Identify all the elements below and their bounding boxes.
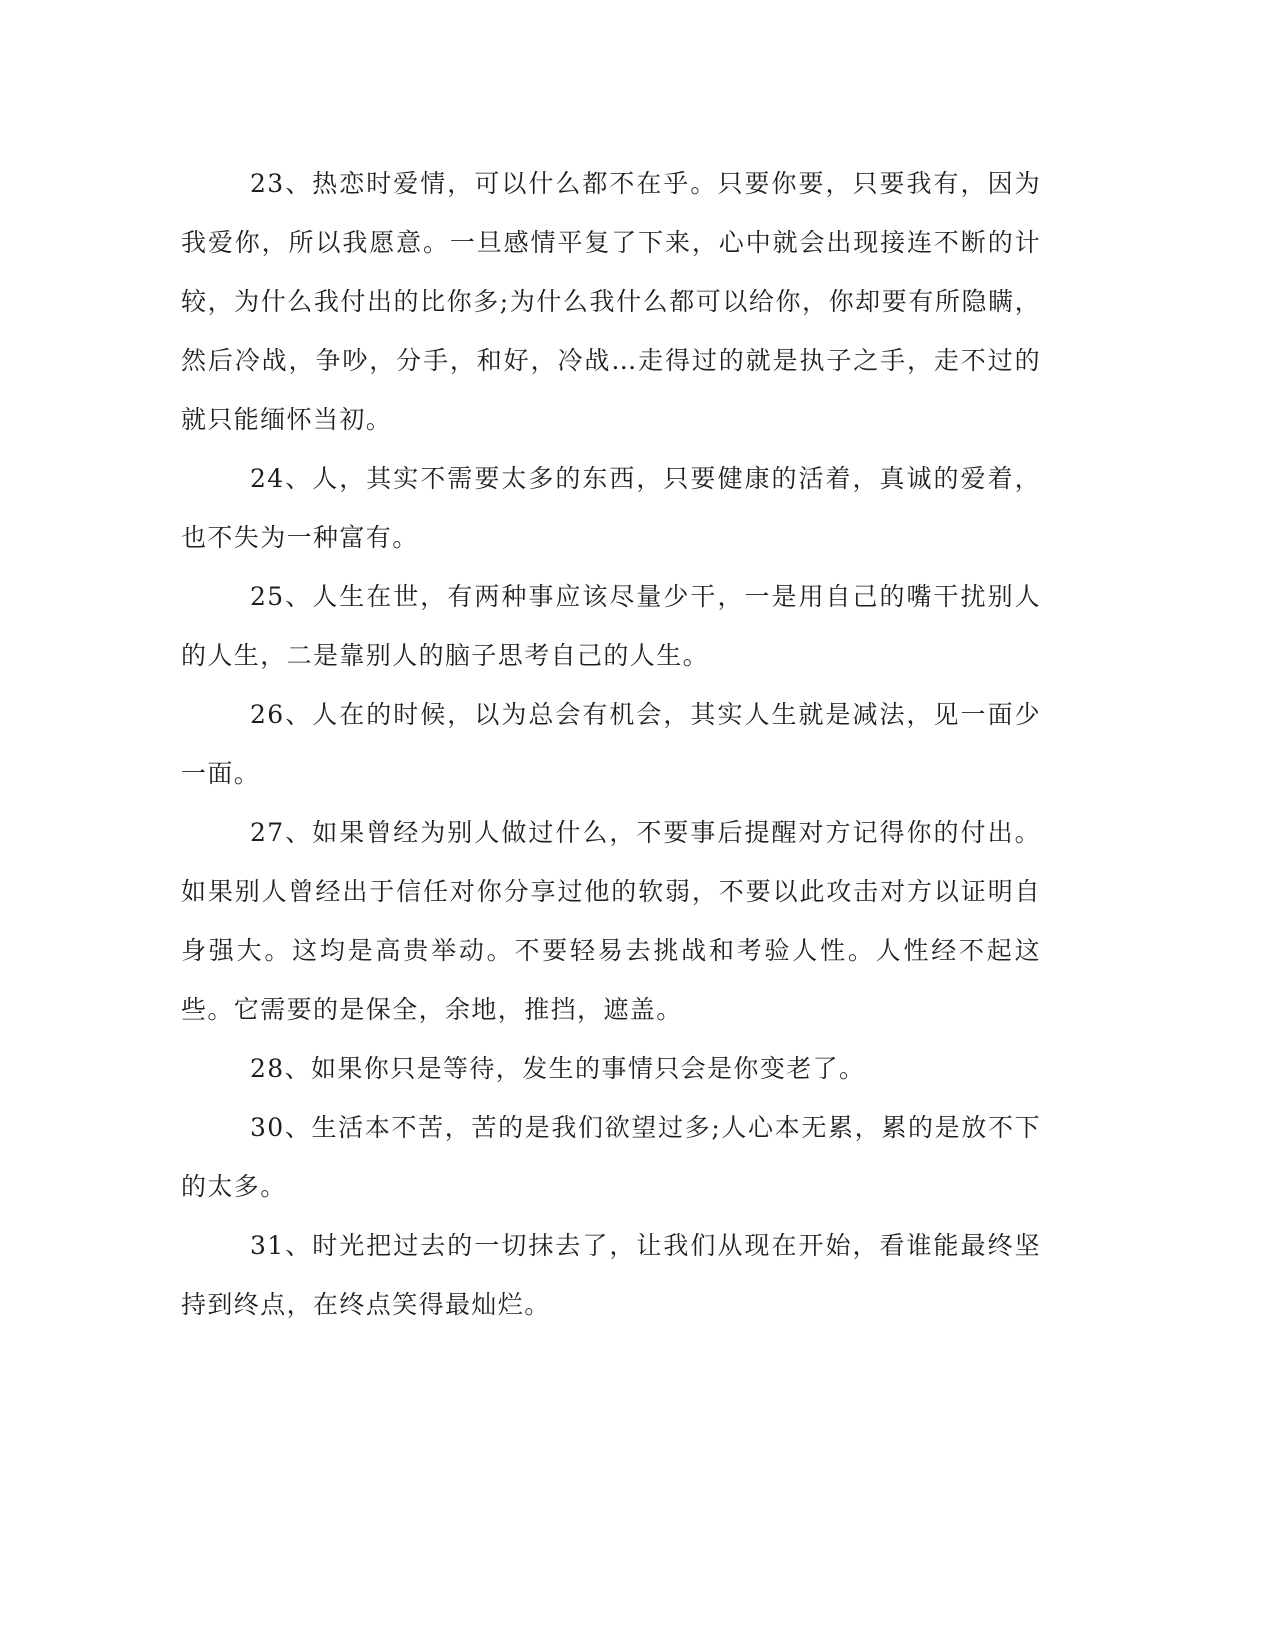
paragraph-27: 27、如果曾经为别人做过什么，不要事后提醒对方记得你的付出。如果别人曾经出于信任对你分享过他的软弱，不要以此攻击对方以证明自身强大。这均是高贵举动。不要轻易去挑战和考验人性。人性经不起这些。它需要的是保全，余地，推挡，遮盖。 xyxy=(181,818,1041,1024)
paragraph-30: 30、生活本不苦，苦的是我们欲望过多;人心本无累，累的是放不下的太多。 xyxy=(181,1113,1041,1201)
paragraph-31: 31、时光把过去的一切抹去了，让我们从现在开始，看谁能最终坚持到终点，在终点笑得最灿烂。 xyxy=(181,1231,1041,1319)
paragraph-24: 24、人，其实不需要太多的东西，只要健康的活着，真诚的爱着，也不失为一种富有。 xyxy=(181,464,1041,552)
paragraph-23: 23、热恋时爱情，可以什么都不在乎。只要你要，只要我有，因为我爱你，所以我愿意。一旦感情平复了下来，心中就会出现接连不断的计较，为什么我付出的比你多;为什么我什么都可以给你，你却要有所隐瞒，然后冷战，争吵，分手，和好，冷战…走得过的就是执子之手，走不过的就只能缅怀当初。 xyxy=(181,169,1041,434)
paragraph-28: 28、如果你只是等待，发生的事情只会是你变老了。 xyxy=(250,1054,866,1083)
document-body xyxy=(181,154,1041,1334)
paragraph-25: 25、人生在世，有两种事应该尽量少干，一是用自己的嘴干扰别人的人生，二是靠别人的脑子思考自己的人生。 xyxy=(181,582,1041,670)
paragraph-26: 26、人在的时候，以为总会有机会，其实人生就是减法，见一面少一面。 xyxy=(181,700,1041,788)
